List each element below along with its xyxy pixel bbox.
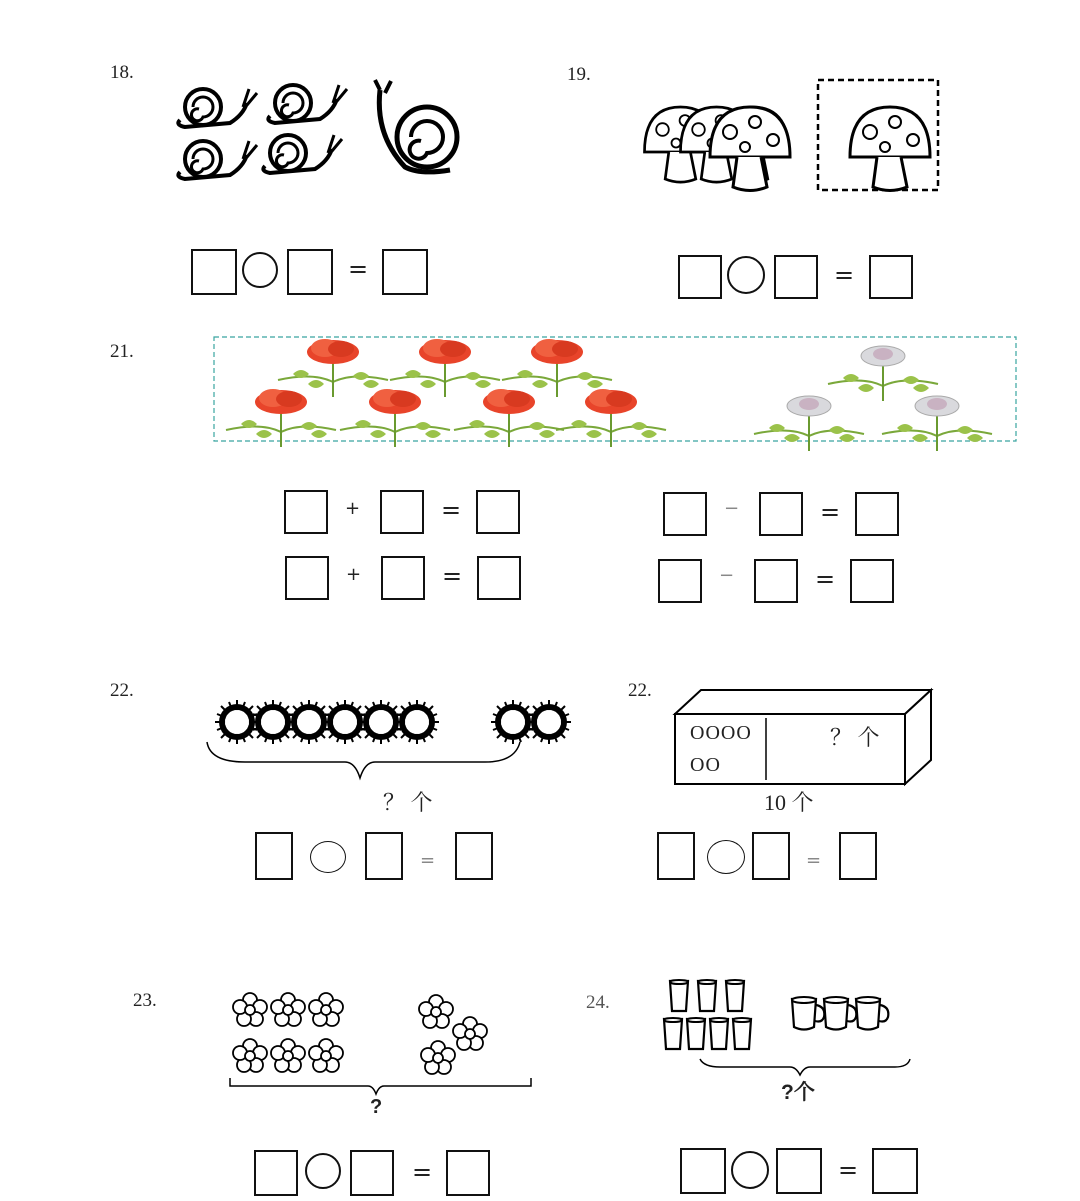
equals-sign: = — [806, 850, 822, 871]
answer-box[interactable] — [284, 490, 328, 534]
flower-icon — [309, 993, 343, 1026]
minus-sign: − — [724, 498, 740, 519]
cup-icon — [664, 1018, 682, 1049]
answer-box[interactable] — [657, 832, 695, 880]
flower-icon — [271, 993, 305, 1026]
question-number-23: 23. — [133, 990, 157, 1011]
equals-sign: = — [442, 562, 463, 590]
flower-icon — [454, 389, 564, 447]
question-number-19: 19. — [567, 64, 591, 85]
snails-illustration — [175, 75, 475, 195]
gear-rings-illustration — [215, 700, 575, 790]
answer-box[interactable] — [869, 255, 913, 299]
equals-sign: = — [348, 255, 369, 283]
answer-box[interactable] — [658, 559, 702, 603]
flower-icon — [419, 995, 453, 1028]
outline-flowers-illustration — [228, 988, 538, 1098]
flower-icon — [502, 339, 612, 397]
operator-circle[interactable] — [242, 252, 278, 288]
minus-sign: − — [719, 565, 735, 586]
flower-icon — [556, 389, 666, 447]
question-number-22: 22. — [628, 680, 652, 701]
answer-box[interactable] — [254, 1150, 298, 1196]
snail-icon — [178, 141, 257, 179]
answer-box[interactable] — [678, 255, 722, 299]
equals-sign: = — [820, 498, 841, 526]
cup-icon — [670, 980, 688, 1011]
answer-box[interactable] — [380, 490, 424, 534]
mug-icon — [792, 997, 824, 1030]
answer-box[interactable] — [365, 832, 403, 880]
answer-box[interactable] — [850, 559, 894, 603]
answer-box[interactable] — [446, 1150, 490, 1196]
equals-sign: = — [815, 565, 836, 593]
flower-icon — [309, 1039, 343, 1072]
mushroom-icon — [850, 107, 930, 191]
equals-sign: = — [412, 1158, 433, 1186]
mug-icon — [824, 997, 856, 1030]
flower-icon — [233, 993, 267, 1026]
flower-icon — [233, 1039, 267, 1072]
flower-icon — [226, 389, 336, 447]
snail-icon — [178, 89, 257, 127]
flower-icon — [754, 396, 864, 451]
gear-ring-icon — [527, 700, 571, 744]
question-label: ？ 个 — [383, 790, 433, 815]
answer-box[interactable] — [476, 490, 520, 534]
answer-box[interactable] — [350, 1150, 394, 1196]
operator-circle[interactable] — [707, 840, 745, 874]
operator-circle[interactable] — [305, 1153, 341, 1189]
answer-box[interactable] — [680, 1148, 726, 1194]
answer-box[interactable] — [477, 556, 521, 600]
equals-sign: = — [441, 496, 462, 524]
cups-illustration — [660, 975, 920, 1075]
flower-icon — [882, 396, 992, 451]
equals-sign: = — [834, 261, 855, 289]
question-label: ?个 — [781, 1081, 815, 1104]
operator-circle[interactable] — [731, 1151, 769, 1189]
answer-box[interactable] — [754, 559, 798, 603]
answer-box[interactable] — [872, 1148, 918, 1194]
flower-icon — [828, 346, 938, 401]
snail-icon — [268, 85, 347, 123]
flower-icon — [340, 389, 450, 447]
answer-box[interactable] — [759, 492, 803, 536]
answer-box[interactable] — [191, 249, 237, 295]
answer-box[interactable] — [287, 249, 333, 295]
crate-left-line2: OO — [690, 754, 721, 776]
flower-icon — [421, 1041, 455, 1074]
answer-box[interactable] — [382, 249, 428, 295]
mug-icon — [856, 997, 888, 1030]
operator-circle[interactable] — [310, 841, 346, 873]
answer-box[interactable] — [752, 832, 790, 880]
snail-icon — [375, 80, 457, 172]
cup-icon — [687, 1018, 705, 1049]
answer-box[interactable] — [285, 556, 329, 600]
flowers-panel — [213, 336, 1017, 442]
mushrooms-illustration — [640, 80, 950, 200]
cup-icon — [726, 980, 744, 1011]
flower-icon — [278, 339, 388, 397]
question-label: ? — [370, 1096, 383, 1118]
flower-icon — [271, 1039, 305, 1072]
question-number-18: 18. — [110, 62, 134, 83]
crate-left-line1: OOOO — [690, 722, 752, 744]
flower-icon — [390, 339, 500, 397]
cup-icon — [733, 1018, 751, 1049]
snail-icon — [263, 135, 342, 173]
answer-box[interactable] — [663, 492, 707, 536]
answer-box[interactable] — [381, 556, 425, 600]
answer-box[interactable] — [855, 492, 899, 536]
question-number-22: 22. — [110, 680, 134, 701]
gear-ring-icon — [395, 700, 439, 744]
question-number-24: 24. — [586, 992, 610, 1013]
question-number-21: 21. — [110, 341, 134, 362]
answer-box[interactable] — [774, 255, 818, 299]
equals-sign: = — [838, 1156, 859, 1184]
plus-sign: + — [346, 564, 362, 585]
answer-box[interactable] — [776, 1148, 822, 1194]
answer-box[interactable] — [255, 832, 293, 880]
operator-circle[interactable] — [727, 256, 765, 294]
total-label: 10 个 — [764, 790, 814, 815]
crate-right-label: ？ 个 — [830, 725, 880, 750]
equals-sign: = — [420, 850, 436, 871]
plus-sign: + — [345, 498, 361, 519]
flower-icon — [453, 1017, 487, 1050]
cup-icon — [710, 1018, 728, 1049]
answer-box[interactable] — [455, 832, 493, 880]
answer-box[interactable] — [839, 832, 877, 880]
cup-icon — [698, 980, 716, 1011]
